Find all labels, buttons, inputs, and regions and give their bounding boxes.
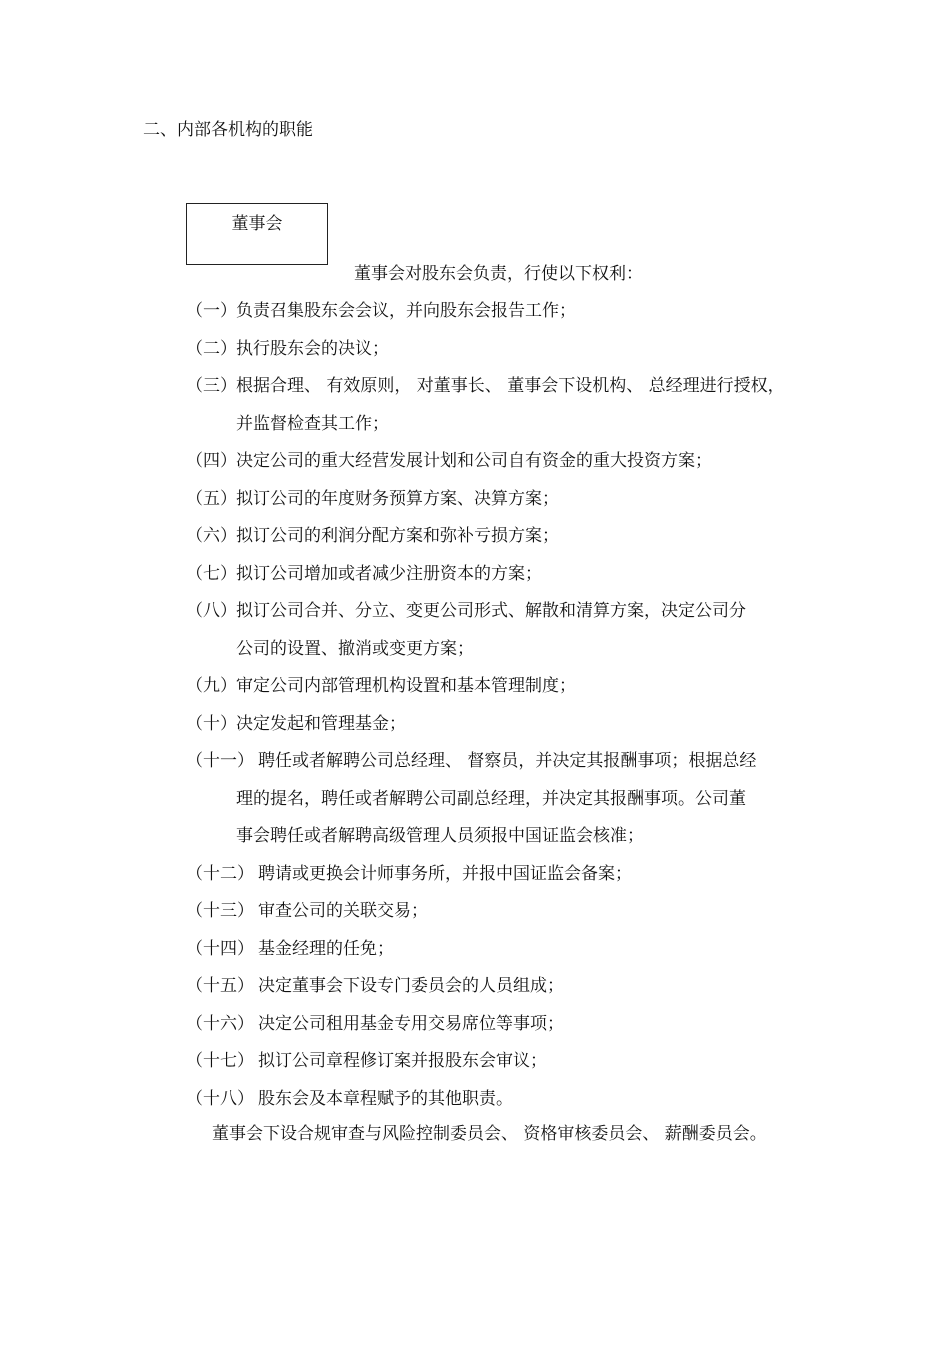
item-number: （四） [186, 451, 237, 471]
item-text: 拟订公司的年度财务预算方案、决算方案； [236, 488, 559, 509]
item-text: 股东会及本章程赋予的其他职责。 [258, 1088, 513, 1109]
item-text: 拟订公司合并、分立、变更公司形式、解散和清算方案，决定公司分 [236, 601, 746, 621]
item-text-continued: 并监督检查其工作； [236, 413, 389, 434]
page-title: 二、内部各机构的职能 [143, 120, 313, 140]
intro-text: 董事会对股东会负责，行使以下权利： [354, 264, 643, 284]
item-text: 决定发起和管理基金； [236, 713, 406, 734]
item-text: 拟订公司章程修订案并报股东会审议； [258, 1051, 547, 1071]
board-box [186, 203, 328, 265]
item-number: （十一） [186, 751, 254, 771]
item-number: （九） [186, 676, 237, 696]
item-text: 执行股东会的决议； [236, 338, 389, 359]
item-text: 审查公司的关联交易； [258, 901, 428, 921]
item-number: （一） [186, 301, 237, 321]
item-text: 根据合理、 有效原则， 对董事长、 董事会下设机构、 总经理进行授权， [236, 376, 785, 396]
item-number: （十七） [186, 1051, 254, 1071]
item-number: （十三） [186, 901, 254, 921]
item-text: 聘请或更换会计师事务所，并报中国证监会备案； [258, 863, 632, 884]
closing-text: 董事会下设合规审查与风险控制委员会、 资格审核委员会、 薪酬委员会。 [212, 1124, 767, 1144]
item-text: 拟订公司增加或者减少注册资本的方案； [236, 563, 542, 584]
item-number: （十五） [186, 976, 254, 996]
item-number: （三） [186, 376, 237, 396]
item-text: 决定董事会下设专门委员会的人员组成； [258, 976, 564, 996]
item-number: （七） [186, 563, 237, 584]
board-box-label: 董事会 [231, 214, 283, 234]
item-number: （十二） [186, 863, 254, 884]
item-number: （八） [186, 601, 237, 621]
item-text-continued: 事会聘任或者解聘高级管理人员须报中国证监会核准； [236, 826, 644, 846]
item-text: 决定公司租用基金专用交易席位等事项； [258, 1013, 564, 1034]
item-text: 基金经理的任免； [258, 938, 394, 959]
item-text: 负责召集股东会会议，并向股东会报告工作； [236, 301, 576, 321]
item-text: 决定公司的重大经营发展计划和公司自有资金的重大投资方案； [236, 451, 712, 471]
item-number: （五） [186, 488, 237, 509]
item-number: （十八） [186, 1088, 254, 1109]
item-number: （六） [186, 526, 237, 546]
item-text-continued: 理的提名，聘任或者解聘公司副总经理，并决定其报酬事项。公司董 [236, 788, 746, 809]
item-number: （十四） [186, 938, 254, 959]
item-text: 拟订公司的利润分配方案和弥补亏损方案； [236, 526, 559, 546]
item-text-continued: 公司的设置、撤消或变更方案； [236, 638, 474, 659]
item-text: 聘任或者解聘公司总经理、 督察员，并决定其报酬事项；根据总经 [258, 751, 757, 771]
item-number: （十） [186, 713, 237, 734]
item-number: （二） [186, 338, 237, 359]
item-text: 审定公司内部管理机构设置和基本管理制度； [236, 676, 576, 696]
item-number: （十六） [186, 1013, 254, 1034]
